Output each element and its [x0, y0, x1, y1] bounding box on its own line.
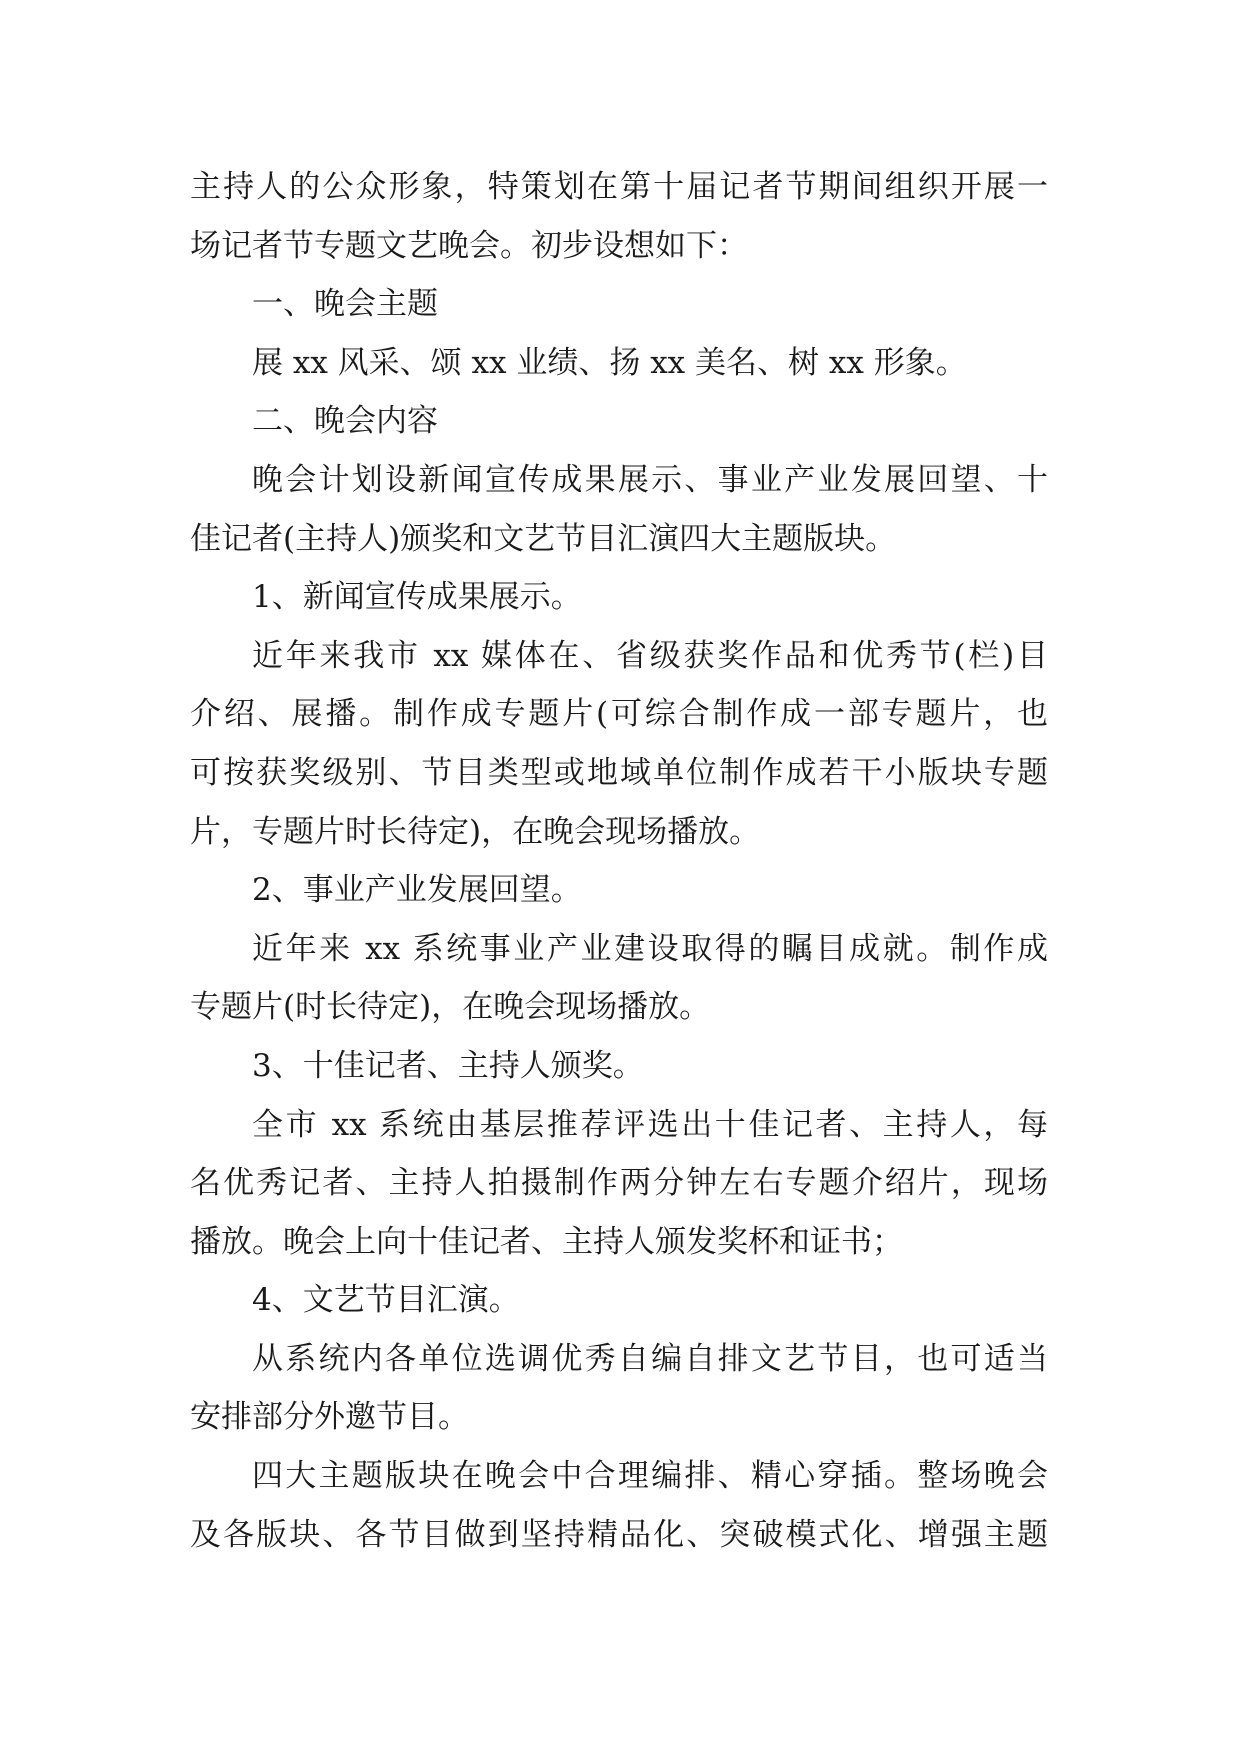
text-line: 及各版块、各节目做到坚持精品化、突破模式化、增强主题	[190, 1516, 1048, 1553]
text-line: 专题片(时长待定)，在晚会现场播放。	[190, 989, 711, 1026]
text-line: 4、文艺节目汇演。	[252, 1282, 520, 1319]
text-line: 场记者节专题文艺晚会。初步设想如下：	[190, 227, 748, 264]
text-line: 安排部分外邀节目。	[190, 1399, 469, 1436]
text-line: 介绍、展播。制作成专题片(可综合制作成一部专题片，也	[190, 696, 1048, 733]
text-line: 四大主题版块在晚会中合理编排、精心穿插。整场晚会	[252, 1458, 1048, 1495]
text-line: 展 xx 风采、颂 xx 业绩、扬 xx 美名、树 xx 形象。	[252, 344, 967, 381]
text-line: 一、晚会主题	[252, 286, 438, 323]
text-line: 全市 xx 系统由基层推荐评选出十佳记者、主持人，每	[252, 1106, 1048, 1143]
text-line: 近年来我市 xx 媒体在、省级获奖作品和优秀节(栏)目	[252, 637, 1048, 674]
text-line: 片，专题片时长待定)，在晚会现场播放。	[190, 813, 761, 850]
text-line: 名优秀记者、主持人拍摄制作两分钟左右专题介绍片，现场	[190, 1165, 1048, 1202]
text-line: 近年来 xx 系统事业产业建设取得的瞩目成就。制作成	[252, 930, 1048, 967]
text-line: 1、新闻宣传成果展示。	[252, 579, 582, 616]
text-line: 2、事业产业发展回望。	[252, 872, 582, 909]
document-body	[190, 158, 1048, 1564]
text-line: 主持人的公众形象，特策划在第十届记者节期间组织开展一	[190, 169, 1048, 205]
text-line: 二、晚会内容	[252, 403, 438, 440]
text-line: 可按获奖级别、节目类型或地域单位制作成若干小版块专题	[190, 754, 1048, 791]
text-line: 从系统内各单位选调优秀自编自排文艺节目，也可适当	[252, 1340, 1048, 1377]
text-line: 3、十佳记者、主持人颁奖。	[252, 1047, 644, 1084]
text-line: 晚会计划设新闻宣传成果展示、事业产业发展回望、十	[252, 461, 1048, 498]
text-line: 佳记者(主持人)颁奖和文艺节目汇演四大主题版块。	[190, 520, 897, 557]
text-line: 播放。晚会上向十佳记者、主持人颁发奖杯和证书；	[190, 1223, 903, 1260]
